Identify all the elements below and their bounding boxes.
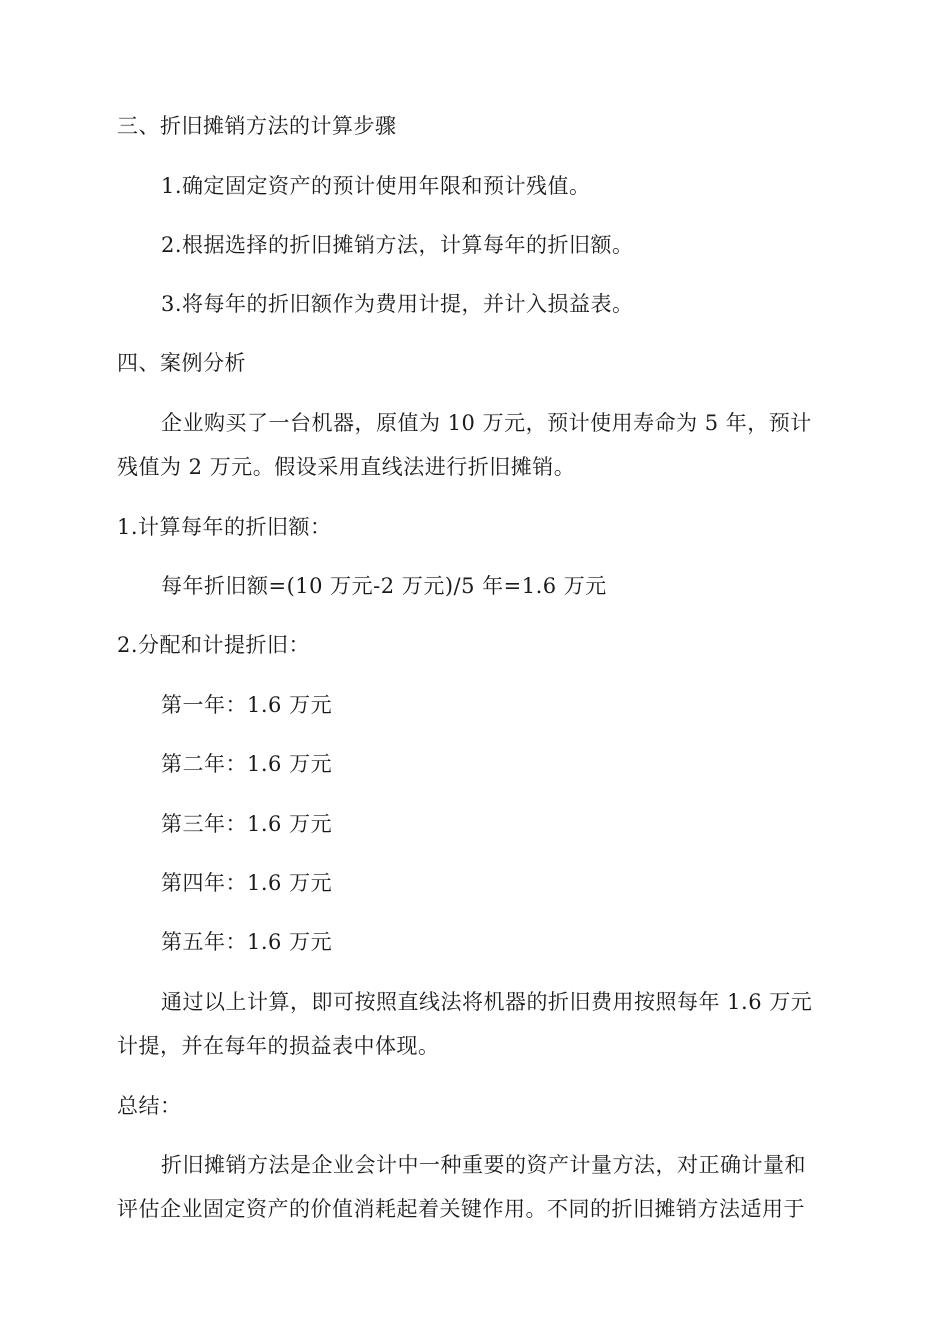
result-line-2: 计提，并在每年的损益表中体现。 [117,1034,440,1058]
section3-heading: 三、折旧摊销方法的计算步骤 [117,114,397,138]
year-2-amount: 第二年：1.6 万元 [161,752,333,776]
section4-heading: 四、案例分析 [117,351,246,375]
summary-line-1: 折旧摊销方法是企业会计中一种重要的资产计量方法，对正确计量和 [161,1153,806,1177]
step2-label: 2.分配和计提折旧： [117,633,311,657]
result-line-1: 通过以上计算，即可按照直线法将机器的折旧费用按照每年 1.6 万元 [161,990,813,1014]
section3-step-1: 1.确定固定资产的预计使用年限和预计残值。 [161,174,591,198]
section3-step-2: 2.根据选择的折旧摊销方法，计算每年的折旧额。 [161,233,634,257]
year-3-amount: 第三年：1.6 万元 [161,812,333,836]
summary-heading: 总结： [117,1094,182,1118]
step1-label: 1.计算每年的折旧额： [117,515,332,539]
year-4-amount: 第四年：1.6 万元 [161,871,333,895]
summary-line-2: 评估企业固定资产的价值消耗起着关键作用。不同的折旧摊销方法适用于 [117,1197,805,1221]
case-intro-line-1: 企业购买了一台机器，原值为 10 万元，预计使用寿命为 5 年，预计 [161,411,812,435]
section3-step-3: 3.将每年的折旧额作为费用计提，并计入损益表。 [161,292,634,316]
year-5-amount: 第五年：1.6 万元 [161,930,333,954]
case-intro-line-2: 残值为 2 万元。假设采用直线法进行折旧摊销。 [117,455,576,479]
step1-formula: 每年折旧额=(10 万元-2 万元)/5 年=1.6 万元 [161,574,607,598]
year-1-amount: 第一年：1.6 万元 [161,693,333,717]
